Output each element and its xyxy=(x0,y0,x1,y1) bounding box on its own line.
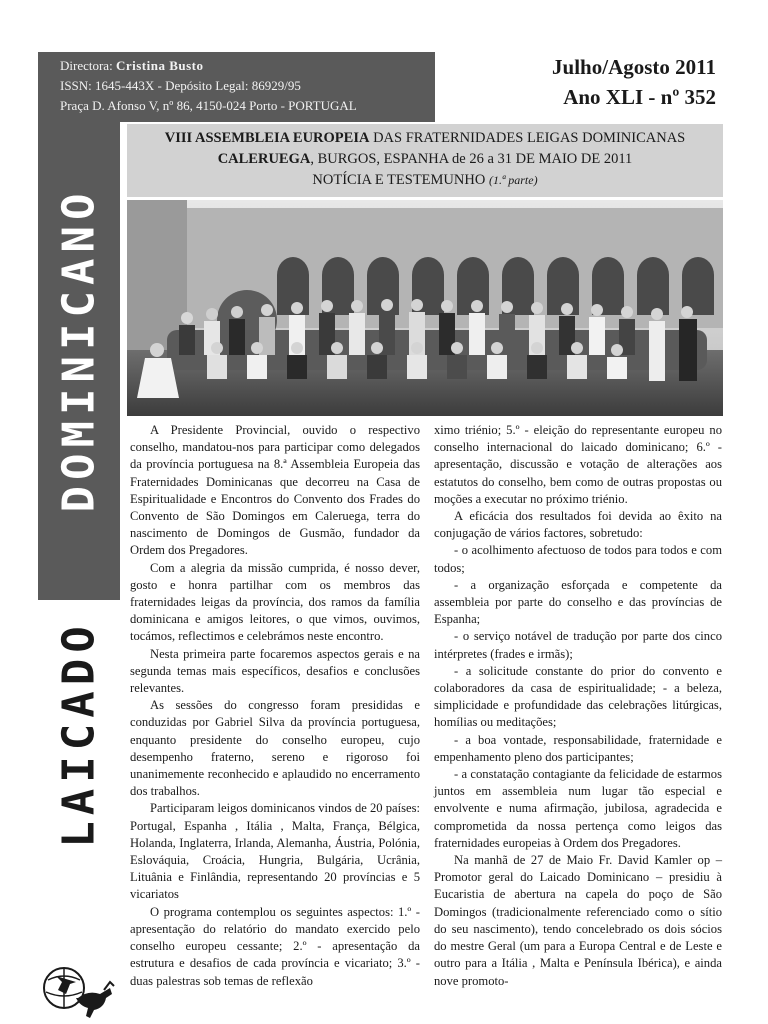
masthead-title xyxy=(38,122,120,860)
paragraph: ximo triénio; 5.º - eleição do representante europeu no conselho internacional do laicado dominicano; 6.º - apresentação, discussão e votação de alterações aos estatutos do conselho, bem como de outras propostas ou moções a executar no próximo triénio. xyxy=(434,423,722,506)
article-column-1 xyxy=(130,422,420,990)
title-line-1-bold: VIII ASSEMBLEIA EUROPEIA xyxy=(164,130,370,146)
masthead-word-laicado: LAICADO xyxy=(53,620,105,848)
dominican-logo xyxy=(38,958,118,1020)
paragraph: Com a alegria da missão cumprida, é nosso dever, gosto e honra partilhar com os membros das fraternidades leigas da província, dos ramos da família dominicana e amigos leitores, o que vimos, ouvimos, tocámos, reflectimos e celebrámos neste encontro. xyxy=(130,560,420,644)
list-item: - a organização esforçada e competente da assembleia por parte do conselho e das províncias de Espanha; xyxy=(434,577,722,627)
title-line-2-rest: , BURGOS, ESPANHA de 26 a 31 DE MAIO DE 2011 xyxy=(310,151,633,167)
title-line-2 xyxy=(127,149,723,170)
list-item: - a constatação contagiante da felicidade de estarmos juntos em assembleia num lugar tão especial e envolvente e numa afirmação, jubilosa, agradecida e comprometida da nossa pertença como leigos das fraternidades europeias à Ordem dos Pregadores. xyxy=(434,767,722,850)
issue-info xyxy=(552,52,716,112)
list-item: - a solicitude constante do prior do convento e colaboradores da casa de espiritualidade; - a beleza, simplicidade e profundidade das celebrações litúrgicas, homílias ou meditações; xyxy=(434,663,722,730)
masthead-info-box xyxy=(38,52,435,122)
address-line: Praça D. Afonso V, nº 86, 4150-024 Porto - PORTUGAL xyxy=(60,98,357,113)
list-item: - o acolhimento afectuoso de todos para todos e com todos; xyxy=(434,543,722,575)
paragraph: A eficácia dos resultados foi devida ao êxito na conjugação de vários factores, sobretudo: xyxy=(434,509,722,541)
dominican-dog-logo-icon xyxy=(38,958,118,1020)
paragraph: Nesta primeira parte focaremos aspectos gerais e na segunda temas mais específicos, desafios e conclusões relevantes. xyxy=(130,646,420,696)
title-line-2-bold: CALERUEGA xyxy=(217,151,311,167)
group-photo-illustration xyxy=(127,200,723,416)
list-item: - a boa vontade, responsabilidade, fraternidade e empenhamento pleno dos participantes; xyxy=(434,732,722,764)
paragraph: Participaram leigos dominicanos vindos de 20 países: Portugal, Espanha , Itália , Malta, França, Bélgica, Holanda, Inglaterra, Irlanda, Alemanha, Áustria, Polónia, Eslováquia, Croácia, Hungria, Bulgária, Ucrânia, Lituânia e Finlândia, representando 20 províncias e 5 vicariatos xyxy=(130,801,421,902)
director-line xyxy=(60,56,435,76)
article-column-2 xyxy=(434,422,722,990)
title-line-1 xyxy=(127,128,723,149)
paragraph: Na manhã de 27 de Maio Fr. David Kamler op – Promotor geral do Laicado Dominicano – presidiu à Eucaristia de abertura na capela do poço de São Domingos (tradicionalmente referenciado como o sítio do seu nascimento), tendo concelebrado os dois sócios do mestre Geral (um para a Europa Central e de Leste e outro para a Itália , Malta e Península Ibérica), e ainda nove promoto- xyxy=(434,853,722,988)
issue-number: Ano XLI - nº 352 xyxy=(563,85,716,109)
title-line-3-italic: (1.ª parte) xyxy=(488,173,538,187)
issue-date: Julho/Agosto 2011 xyxy=(552,55,716,79)
list-item: - o serviço notável de tradução por parte dos cinco intérpretes (frades e irmãs); xyxy=(434,629,722,661)
paragraph: As sessões do congresso foram presididas e conduzidas por Gabriel Silva da província portuguesa, enquanto presidente do conselho europeu, cujo desempenho fraterno, sereno e rigoroso foi unanimemente reconhecido e aplaudido no encerramento dos trabalhos. xyxy=(130,698,420,799)
group-photo xyxy=(127,200,723,416)
issn-line: ISSN: 1645-443X - Depósito Legal: 86929/95 xyxy=(60,78,301,93)
masthead-word-dominicano: DOMINICANO xyxy=(53,187,105,513)
paragraph: O programa contemplou os seguintes aspectos: 1.º - apresentação do relatório do mandato exercido pelo conselho europeu cessante; 2.º - apresentação da estrutura e desafios de cada província e vicariato; 3.º - duas palestras sob temas de reflexão xyxy=(130,904,420,988)
director-name: Cristina Busto xyxy=(115,58,204,73)
director-label: Directora: xyxy=(60,58,113,73)
article-title-box xyxy=(127,124,723,197)
title-line-1-rest: DAS FRATERNIDADES LEIGAS DOMINICANAS xyxy=(369,130,686,146)
title-line-3-text: NOTÍCIA E TESTEMUNHO xyxy=(312,172,489,188)
paragraph: A Presidente Provincial, ouvido o respectivo conselho, mandatou-nos para participar como delegados da província portuguesa na 8.ª Assembleia Europeia das Fraternidades Dominicanas que decorreu na Casa de Espiritualidade e Encontros do Convento dos Frades do Convento de São Domingos em Caleruega, terra do nascimento de Domingos de Gusmão, fundador da Ordem dos Pregadores. xyxy=(130,423,420,558)
title-line-3 xyxy=(127,170,723,191)
